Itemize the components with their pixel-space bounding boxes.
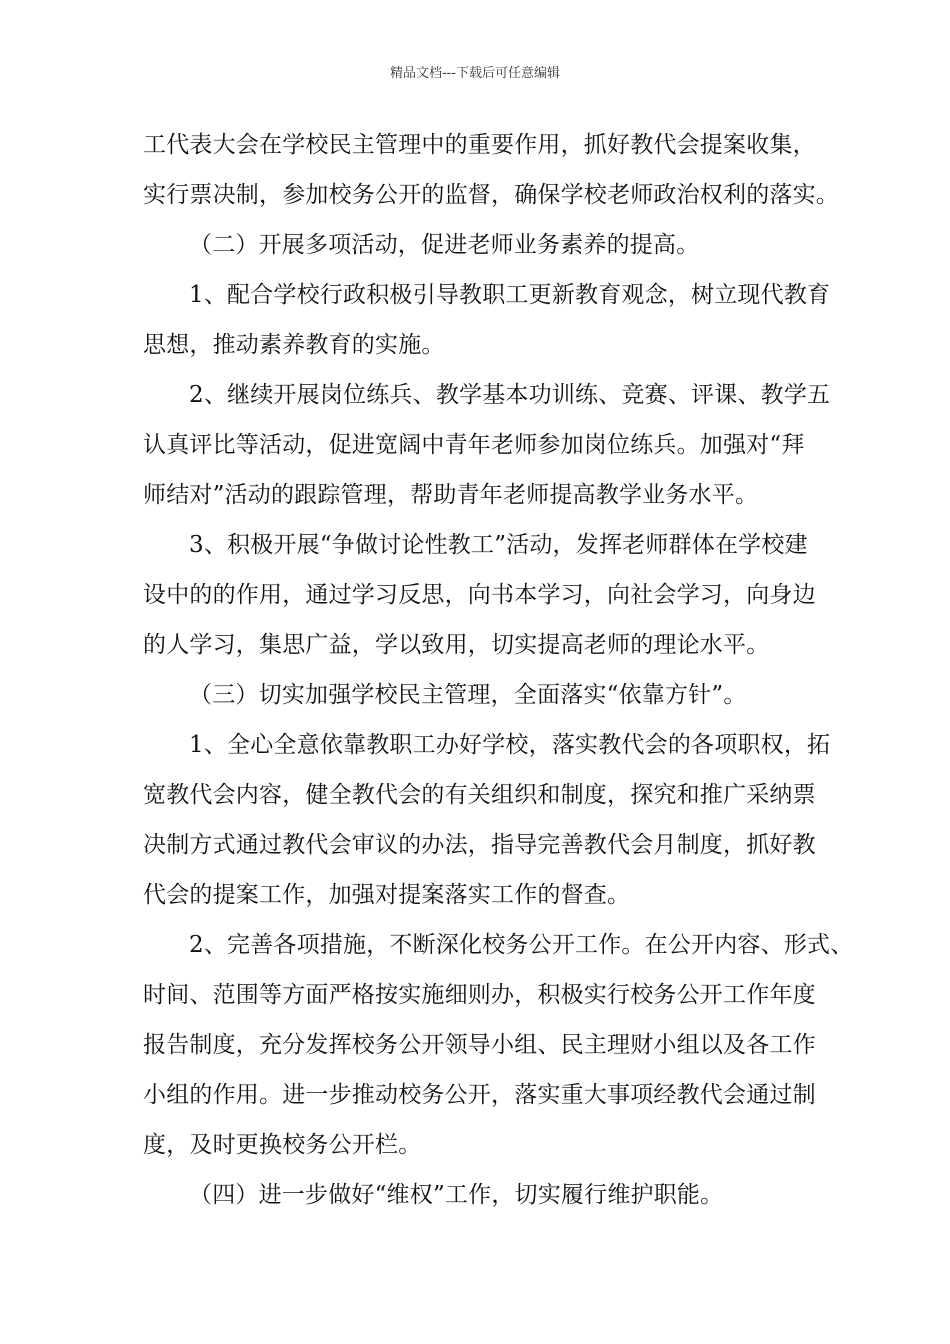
text-line: 工代表大会在学校民主管理中的重要作用，抓好教代会提案收集， <box>143 132 816 158</box>
text-line: 1、全心全意依靠教职工办好学校，落实教代会的各项职权，拓 <box>189 732 831 758</box>
section-heading: （二）开展多项活动，促进老师业务素养的提高。 <box>189 232 700 258</box>
text-line: 报告制度，充分发挥校务公开领导小组、民主理财小组以及各工作 <box>143 1032 816 1058</box>
text-line: 宽教代会内容，健全教代会的有关组织和制度，探究和推广采纳票 <box>143 782 816 808</box>
text-line: 度，及时更换校务公开栏。 <box>143 1132 422 1158</box>
text-line: 认真评比等活动，促进宽阔中青年老师参加岗位练兵。加强对“拜 <box>143 432 805 458</box>
text-line: 2、完善各项措施，不断深化校务公开工作。在公开内容、形式、 <box>189 932 854 958</box>
section-heading: （三）切实加强学校民主管理，全面落实“依靠方针”。 <box>189 682 747 708</box>
document-body <box>143 127 854 1227</box>
text-line: 时间、范围等方面严格按实施细则办，积极实行校务公开工作年度 <box>143 982 816 1008</box>
text-line: 3、积极开展“争做讨论性教工”活动，发挥老师群体在学校建 <box>189 532 808 558</box>
text-line: 实行票决制，参加校务公开的监督，确保学校老师政治权利的落实。 <box>143 182 839 208</box>
text-line: 设中的的作用，通过学习反思，向书本学习，向社会学习，向身边 <box>143 582 816 608</box>
section-heading: （四）进一步做好“维权”工作，切实履行维护职能。 <box>189 1182 724 1208</box>
text-line: 小组的作用。进一步推动校务公开，落实重大事项经教代会通过制 <box>143 1082 816 1108</box>
text-line: 思想，推动素养教育的实施。 <box>143 332 445 358</box>
text-line: 1、配合学校行政积极引导教职工更新教育观念，树立现代教育 <box>189 282 831 308</box>
text-line: 师结对”活动的跟踪管理，帮助青年老师提高教学业务水平。 <box>143 482 759 508</box>
text-line: 的人学习，集思广益，学以致用，切实提高老师的理论水平。 <box>143 632 770 658</box>
text-line: 2、继续开展岗位练兵、教学基本功训练、竞赛、评课、教学五 <box>189 382 831 408</box>
page-header: 精品文档---下载后可任意编辑 <box>389 66 561 81</box>
text-line: 代会的提案工作，加强对提案落实工作的督查。 <box>143 882 631 908</box>
text-line: 决制方式通过教代会审议的办法，指导完善教代会月制度，抓好教 <box>143 832 816 858</box>
